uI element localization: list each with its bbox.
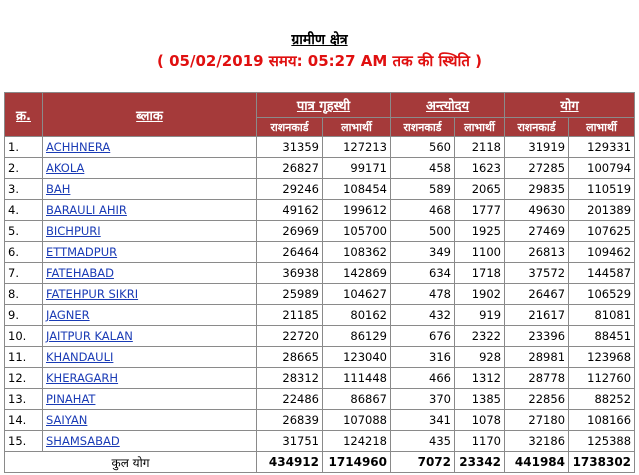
table-row xyxy=(5,179,635,200)
subheader-beneficiary: लाभार्थी xyxy=(569,118,635,137)
table-row xyxy=(5,305,635,326)
value-cell: 21185 xyxy=(257,305,323,326)
table-row xyxy=(5,410,635,431)
block-link[interactable]: KHERAGARH xyxy=(46,371,119,385)
subheader-ration-card: राशनकार्ड xyxy=(391,118,455,137)
value-cell: 28665 xyxy=(257,347,323,368)
page-title: ग्रामीण क्षेत्र xyxy=(291,32,348,48)
block-cell xyxy=(43,242,257,263)
value-cell: 919 xyxy=(455,305,505,326)
value-cell: 560 xyxy=(391,137,455,158)
value-cell: 589 xyxy=(391,179,455,200)
total-cell: 441984 xyxy=(505,452,569,473)
block-link[interactable]: SAIYAN xyxy=(46,413,88,427)
status-timestamp: ( 05/02/2019 समय: 05:27 AM तक की स्थिति ) xyxy=(157,52,482,70)
value-cell: 634 xyxy=(391,263,455,284)
value-cell: 31751 xyxy=(257,431,323,452)
block-link[interactable]: JAITPUR KALAN xyxy=(46,329,133,343)
col-header-serial[interactable]: क्र. xyxy=(5,93,43,137)
total-cell: 1714960 xyxy=(323,452,391,473)
block-link[interactable]: JAGNER xyxy=(46,308,90,322)
value-cell: 123968 xyxy=(569,347,635,368)
value-cell: 349 xyxy=(391,242,455,263)
value-cell: 26839 xyxy=(257,410,323,431)
value-cell: 27285 xyxy=(505,158,569,179)
value-cell: 125388 xyxy=(569,431,635,452)
table-row xyxy=(5,221,635,242)
block-cell xyxy=(43,158,257,179)
serial-number: 4. xyxy=(5,200,43,221)
value-cell: 88451 xyxy=(569,326,635,347)
col-header-block[interactable]: ब्लाक xyxy=(43,93,257,137)
block-link[interactable]: BARAULI AHIR xyxy=(46,203,127,217)
value-cell: 1902 xyxy=(455,284,505,305)
table-row xyxy=(5,389,635,410)
block-link[interactable]: KHANDAULI xyxy=(46,350,114,364)
value-cell: 81081 xyxy=(569,305,635,326)
serial-number: 15. xyxy=(5,431,43,452)
table-row xyxy=(5,242,635,263)
value-cell: 21617 xyxy=(505,305,569,326)
value-cell: 112760 xyxy=(569,368,635,389)
value-cell: 123040 xyxy=(323,347,391,368)
value-cell: 111448 xyxy=(323,368,391,389)
value-cell: 108454 xyxy=(323,179,391,200)
value-cell: 1777 xyxy=(455,200,505,221)
ration-card-table xyxy=(4,92,635,473)
table-row xyxy=(5,137,635,158)
value-cell: 26827 xyxy=(257,158,323,179)
value-cell: 199612 xyxy=(323,200,391,221)
value-cell: 106529 xyxy=(569,284,635,305)
value-cell: 108362 xyxy=(323,242,391,263)
block-cell xyxy=(43,200,257,221)
value-cell: 31359 xyxy=(257,137,323,158)
value-cell: 28981 xyxy=(505,347,569,368)
serial-number: 7. xyxy=(5,263,43,284)
serial-number: 14. xyxy=(5,410,43,431)
value-cell: 37572 xyxy=(505,263,569,284)
value-cell: 435 xyxy=(391,431,455,452)
serial-number: 1. xyxy=(5,137,43,158)
value-cell: 127213 xyxy=(323,137,391,158)
block-link[interactable]: AKOLA xyxy=(46,161,85,175)
subheader-beneficiary: लाभार्थी xyxy=(455,118,505,137)
value-cell: 110519 xyxy=(569,179,635,200)
value-cell: 86867 xyxy=(323,389,391,410)
block-cell xyxy=(43,431,257,452)
group-header-total[interactable]: योग xyxy=(505,93,635,118)
value-cell: 676 xyxy=(391,326,455,347)
block-cell xyxy=(43,137,257,158)
value-cell: 124218 xyxy=(323,431,391,452)
value-cell: 1385 xyxy=(455,389,505,410)
block-link[interactable]: ETTMADPUR xyxy=(46,245,118,259)
value-cell: 1718 xyxy=(455,263,505,284)
block-link[interactable]: FATEHABAD xyxy=(46,266,114,280)
value-cell: 466 xyxy=(391,368,455,389)
value-cell: 99171 xyxy=(323,158,391,179)
serial-number: 12. xyxy=(5,368,43,389)
serial-number: 9. xyxy=(5,305,43,326)
block-cell xyxy=(43,221,257,242)
value-cell: 107088 xyxy=(323,410,391,431)
value-cell: 142869 xyxy=(323,263,391,284)
value-cell: 26969 xyxy=(257,221,323,242)
subheader-ration-card: राशनकार्ड xyxy=(505,118,569,137)
subheader-ration-card: राशनकार्ड xyxy=(257,118,323,137)
value-cell: 468 xyxy=(391,200,455,221)
value-cell: 25989 xyxy=(257,284,323,305)
value-cell: 49630 xyxy=(505,200,569,221)
serial-number: 10. xyxy=(5,326,43,347)
value-cell: 80162 xyxy=(323,305,391,326)
table-row xyxy=(5,284,635,305)
total-cell: 7072 xyxy=(391,452,455,473)
value-cell: 432 xyxy=(391,305,455,326)
block-cell xyxy=(43,368,257,389)
block-cell xyxy=(43,263,257,284)
value-cell: 1312 xyxy=(455,368,505,389)
value-cell: 1623 xyxy=(455,158,505,179)
value-cell: 144587 xyxy=(569,263,635,284)
block-cell xyxy=(43,179,257,200)
serial-number: 3. xyxy=(5,179,43,200)
value-cell: 458 xyxy=(391,158,455,179)
value-cell: 100794 xyxy=(569,158,635,179)
serial-number: 8. xyxy=(5,284,43,305)
block-cell xyxy=(43,326,257,347)
value-cell: 49162 xyxy=(257,200,323,221)
serial-number: 11. xyxy=(5,347,43,368)
block-link[interactable]: BICHPURI xyxy=(46,224,101,238)
block-cell xyxy=(43,389,257,410)
value-cell: 370 xyxy=(391,389,455,410)
total-cell: 23342 xyxy=(455,452,505,473)
group-header-antyodaya[interactable]: अन्त्योदय xyxy=(391,93,505,118)
serial-number: 13. xyxy=(5,389,43,410)
block-link[interactable]: PINAHAT xyxy=(46,392,96,406)
value-cell: 26464 xyxy=(257,242,323,263)
value-cell: 27469 xyxy=(505,221,569,242)
serial-number: 5. xyxy=(5,221,43,242)
value-cell: 36938 xyxy=(257,263,323,284)
value-cell: 22486 xyxy=(257,389,323,410)
block-link[interactable]: FATEHPUR SIKRI xyxy=(46,287,139,301)
subheader-beneficiary: लाभार्थी xyxy=(323,118,391,137)
value-cell: 2118 xyxy=(455,137,505,158)
table-row xyxy=(5,347,635,368)
value-cell: 201389 xyxy=(569,200,635,221)
total-cell: 434912 xyxy=(257,452,323,473)
value-cell: 31919 xyxy=(505,137,569,158)
table-row xyxy=(5,158,635,179)
value-cell: 88252 xyxy=(569,389,635,410)
block-cell xyxy=(43,305,257,326)
value-cell: 129331 xyxy=(569,137,635,158)
total-label: कुल योग xyxy=(5,452,257,473)
value-cell: 2065 xyxy=(455,179,505,200)
value-cell: 2322 xyxy=(455,326,505,347)
block-cell xyxy=(43,410,257,431)
serial-number: 2. xyxy=(5,158,43,179)
value-cell: 22856 xyxy=(505,389,569,410)
block-link[interactable]: ACHHNERA xyxy=(46,140,111,154)
value-cell: 23396 xyxy=(505,326,569,347)
value-cell: 1170 xyxy=(455,431,505,452)
value-cell: 29246 xyxy=(257,179,323,200)
table-row xyxy=(5,326,635,347)
total-cell: 1738302 xyxy=(569,452,635,473)
value-cell: 22720 xyxy=(257,326,323,347)
value-cell: 928 xyxy=(455,347,505,368)
value-cell: 28312 xyxy=(257,368,323,389)
block-cell xyxy=(43,347,257,368)
value-cell: 478 xyxy=(391,284,455,305)
value-cell: 341 xyxy=(391,410,455,431)
table-row xyxy=(5,263,635,284)
value-cell: 1925 xyxy=(455,221,505,242)
value-cell: 108166 xyxy=(569,410,635,431)
value-cell: 109462 xyxy=(569,242,635,263)
total-row xyxy=(5,452,635,473)
value-cell: 29835 xyxy=(505,179,569,200)
value-cell: 26467 xyxy=(505,284,569,305)
block-link[interactable]: BAH xyxy=(46,182,71,196)
serial-number: 6. xyxy=(5,242,43,263)
value-cell: 105700 xyxy=(323,221,391,242)
value-cell: 86129 xyxy=(323,326,391,347)
value-cell: 26813 xyxy=(505,242,569,263)
table-row xyxy=(5,431,635,452)
value-cell: 32186 xyxy=(505,431,569,452)
block-link[interactable]: SHAMSABAD xyxy=(46,434,120,448)
block-cell xyxy=(43,284,257,305)
value-cell: 1078 xyxy=(455,410,505,431)
value-cell: 27180 xyxy=(505,410,569,431)
value-cell: 104627 xyxy=(323,284,391,305)
value-cell: 107625 xyxy=(569,221,635,242)
value-cell: 316 xyxy=(391,347,455,368)
value-cell: 500 xyxy=(391,221,455,242)
value-cell: 28778 xyxy=(505,368,569,389)
table-row xyxy=(5,200,635,221)
table-row xyxy=(5,368,635,389)
group-header-eligible-household[interactable]: पात्र गृहस्थी xyxy=(257,93,391,118)
value-cell: 1100 xyxy=(455,242,505,263)
